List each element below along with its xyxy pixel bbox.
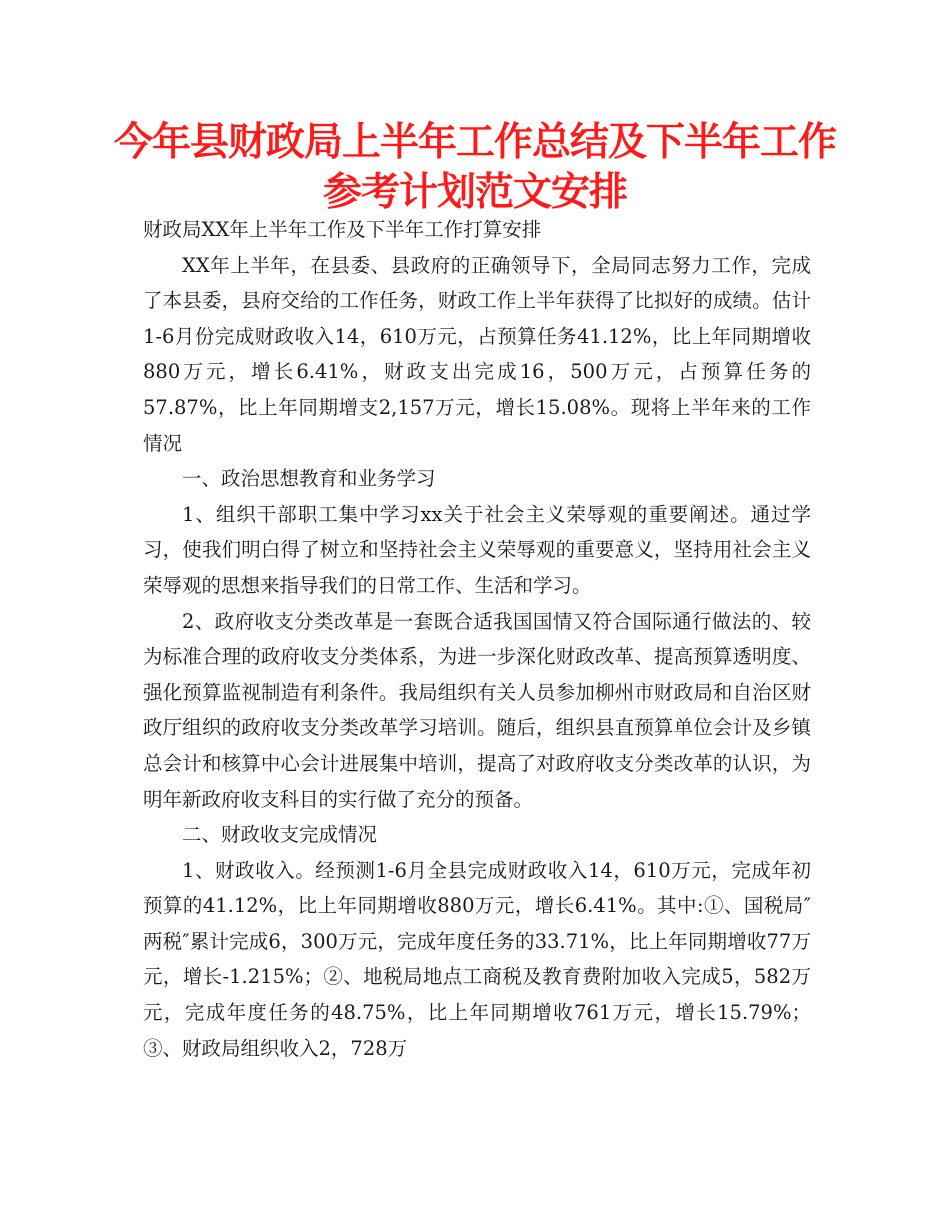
section-heading-2: 二、财政收支完成情况 xyxy=(182,823,378,847)
document-body xyxy=(143,212,811,1066)
document-subtitle: 财政局XX年上半年工作及下半年工作打算安排 xyxy=(143,218,542,241)
paragraph-reform: 2、政府收支分类改革是一套既合适我国国情又符合国际通行做法的、较为标准合理的政府收支分类体系，为进一步深化财政改革、提高预算透明度、强化预算监视制造有利条件。我局组织有关人员参加柳州市财政局和自治区财政厅组织的政府收支分类改革学习培训。随后，组织县直预算单位会计及乡镇总会计和核算中心会计进展集中培训，提高了对政府收支分类改革的认识，为明年新政府收支科目的实行做了充分的预备。 xyxy=(143,609,811,811)
section-heading-1: 一、政治思想教育和业务学习 xyxy=(182,467,436,491)
paragraph-study: 1、组织干部职工集中学习xx关于社会主义荣辱观的重要阐述。通过学习，使我们明白得了树立和坚持社会主义荣辱观的重要意义，坚持用社会主义荣辱观的思想来指导我们的日常工作、生活和学习。 xyxy=(143,502,811,597)
paragraph-revenue: 1、财政收入。经预测1-6月全县完成财政收入14，610万元，完成年初预算的41.12%，比上年同期增收880万元，增长6.41%。其中:①、国税局″两税″累计完成6，300万元，完成年度任务的33.71%，比上年同期增收77万元，增长-1.215%；②、地税局地点工商税及教育费附加收入完成5，582万元，完成年度任务的48.75%，比上年同期增收761万元，增长15.79%；③、财政局组织收入2，728万 xyxy=(143,858,811,1060)
document-title: 今年县财政局上半年工作总结及下半年工作参考计划范文安排 xyxy=(113,120,836,215)
paragraph-intro: XX年上半年，在县委、县政府的正确领导下，全局同志努力工作，完成了本县委，县府交给的工作任务，财政工作上半年获得了比拟好的成绩。估计1-6月份完成财政收入14，610万元，占预算任务41.12%，比上年同期增收880万元，增长6.41%，财政支出完成16，500万元，占预算任务的57.87%，比上年同期增支2,157万元，增长15.08%。现将上半年来的工作情况 xyxy=(143,253,811,455)
